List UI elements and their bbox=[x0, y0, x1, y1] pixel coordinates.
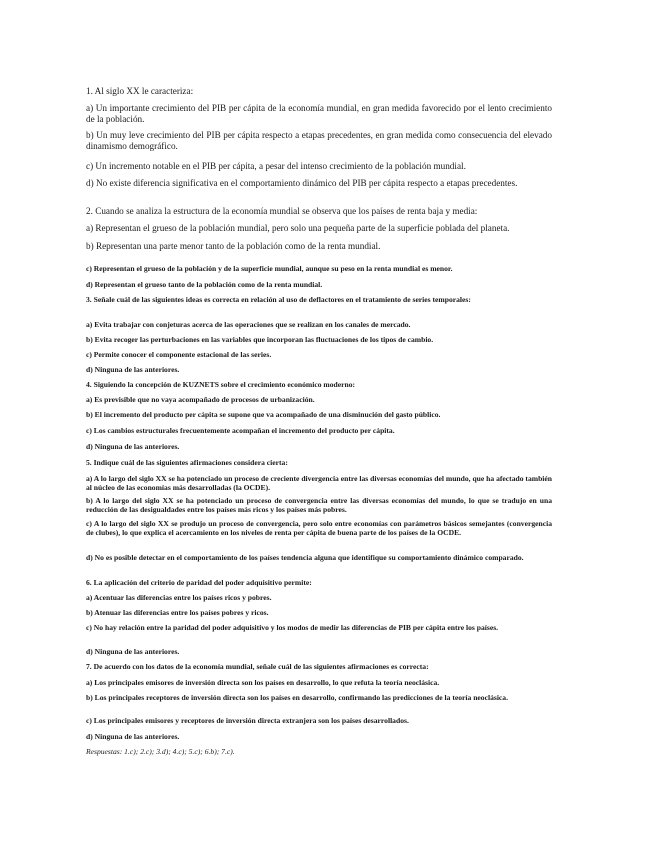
answer-6b: b) Atenuar las diferencias entre los países pobres y ricos. bbox=[86, 608, 269, 617]
answer-5b: b) A lo largo del siglo XX se ha potenciado un proceso de convergencia entre las diversas economías del mundo, lo que se tradujo en una reducción de las desigualdades entre los países más ricos y los países más pobres. bbox=[86, 496, 552, 514]
question-7: 7. De acuerdo con los datos de la economía mundial, señale cuál de las siguientes afirmaciones es correcta: bbox=[86, 662, 429, 671]
answer-5c: c) A lo largo del siglo XX se produjo un proceso de convergencia, pero solo entre economías con parámetros básicos semejantes (convergencia de clubes), lo que explica el acercamiento en los niveles de renta per cápita de buena parte de los países de la OCDE. bbox=[86, 519, 552, 537]
answer-4c: c) Los cambios estructurales frecuentemente acompañan el incremento del producto per cápita. bbox=[86, 426, 395, 435]
answer-1b: b) Un muy leve crecimiento del PIB per cápita respecto a etapas precedentes, en gran medida como consecuencia del elevado dinamismo demográfico. bbox=[86, 130, 552, 151]
answer-6c: c) No hay relación entre la paridad del poder adquisitivo y los modos de medir las diferencias de PIB per cápita entre los países. bbox=[86, 623, 499, 632]
answer-5d: d) No es posible detectar en el comportamiento de los países tendencia alguna que identifique su comportamiento dinámico comparado. bbox=[86, 553, 524, 562]
answer-3c: c) Permite conocer el componente estacional de las series. bbox=[86, 350, 272, 359]
answer-2d: d) Representan el grueso tanto de la población como de la renta mundial. bbox=[86, 280, 323, 289]
question-3: 3. Señale cuál de las siguientes ideas es correcta en relación al uso de deflactores en el tratamiento de series temporales: bbox=[86, 295, 471, 304]
question-6: 6. La aplicación del criterio de paridad del poder adquisitivo permite: bbox=[86, 578, 312, 587]
answer-2a: a) Representan el grueso de la población mundial, pero solo una pequeña parte de la superficie poblada del planeta. bbox=[86, 223, 510, 233]
answer-3b: b) Evita recoger las perturbaciones en las variables que incorporan las fluctuaciones de los tipos de cambio. bbox=[86, 335, 434, 344]
question-2: 2. Cuando se analiza la estructura de la economía mundial se observa que los países de renta baja y media: bbox=[86, 206, 478, 216]
answer-7c: c) Los principales emisores y receptores de inversión directa extranjera son los países desarrollados. bbox=[86, 716, 409, 725]
answer-1a: a) Un importante crecimiento del PIB per cápita de la economía mundial, en gran medida favorecido por el lento crecimiento de la población. bbox=[86, 103, 552, 124]
question-1: 1. Al siglo XX le caracteriza: bbox=[86, 86, 194, 96]
answer-1d: d) No existe diferencia significativa en el comportamiento dinámico del PIB per cápita respecto a etapas precedentes. bbox=[86, 178, 518, 188]
answer-7d: d) Ninguna de las anteriores. bbox=[86, 732, 180, 741]
answer-6a: a) Acentuar las diferencias entre los países ricos y pobres. bbox=[86, 593, 272, 602]
answer-3a: a) Evita trabajar con conjeturas acerca de las operaciones que se realizan en los canales de mercado. bbox=[86, 320, 411, 329]
answer-key: Respuestas: 1.c); 2.c); 3.d); 4.c); 5.c); 6.b); 7.c). bbox=[86, 747, 235, 756]
answer-7a: a) Los principales emisores de inversión directa son los países en desarrollo, lo que refuta la teoría neoclásica. bbox=[86, 678, 440, 687]
question-4: 4. Siguiendo la concepción de KUZNETS sobre el crecimiento económico moderno: bbox=[86, 380, 356, 389]
answer-3d: d) Ninguna de las anteriores. bbox=[86, 365, 180, 374]
answer-2b: b) Representan una parte menor tanto de la población como de la renta mundial. bbox=[86, 241, 381, 251]
answer-7b: b) Los principales receptores de inversión directa son los países en desarrollo, confirmando las predicciones de la teoría neoclásica. bbox=[86, 693, 508, 702]
answer-4a: a) Es previsible que no vaya acompañado de procesos de urbanización. bbox=[86, 395, 315, 404]
question-5: 5. Indique cuál de las siguientes afirmaciones considera cierta: bbox=[86, 458, 288, 467]
answer-1c: c) Un incremento notable en el PIB per cápita, a pesar del intenso crecimiento de la población mundial. bbox=[86, 161, 466, 171]
answer-4d: d) Ninguna de las anteriores. bbox=[86, 442, 180, 451]
answer-5a: a) A lo largo del siglo XX se ha potenciado un proceso de creciente divergencia entre las diversas economías del mundo, que ha afectado también al núcleo de las economías más desarrolladas (la OCDE). bbox=[86, 474, 552, 492]
answer-6d: d) Ninguna de las anteriores. bbox=[86, 647, 180, 656]
answer-4b: b) El incremento del producto per cápita se supone que va acompañado de una disminución del gasto público. bbox=[86, 410, 441, 419]
answer-2c: c) Representan el grueso de la población y de la superficie mundial, aunque su peso en la renta mundial es menor. bbox=[86, 264, 453, 273]
